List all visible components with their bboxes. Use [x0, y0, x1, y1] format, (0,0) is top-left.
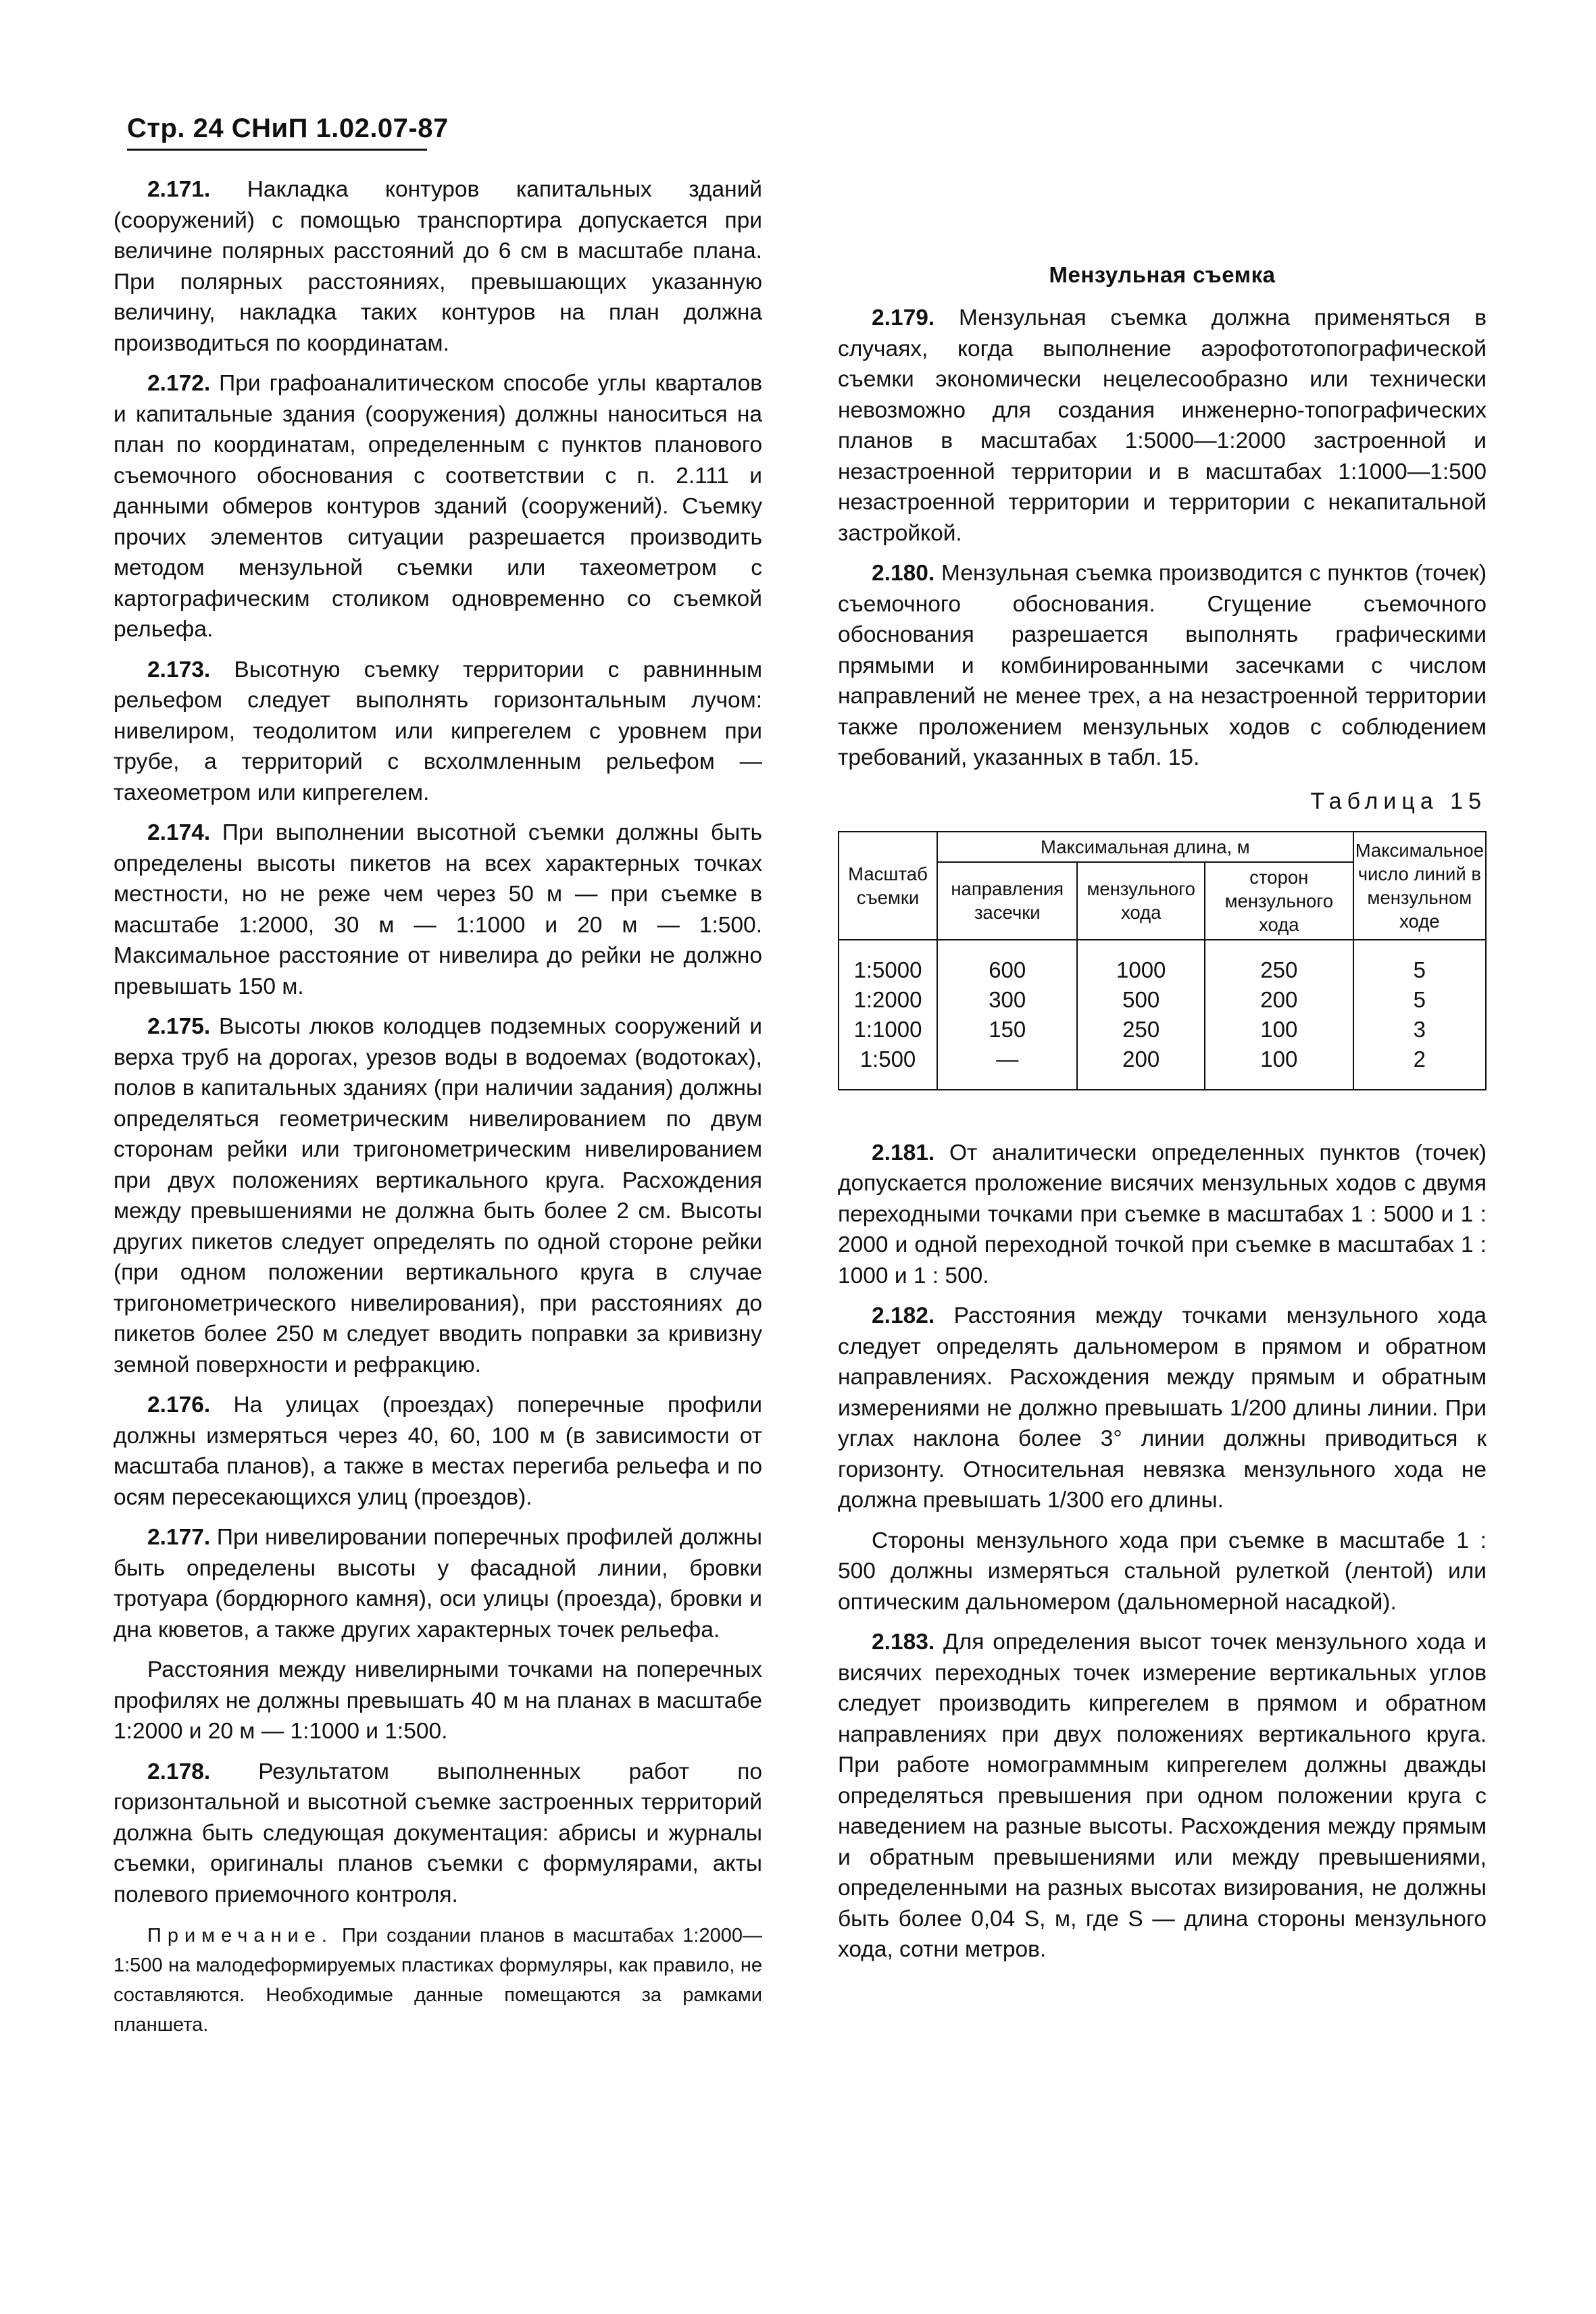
header-sub-1: направления засечки	[937, 862, 1077, 940]
paragraph-text: На улицах (проездах) поперечные профили должны измеряться через 40, 60, 100 м (в зависимости от масштаба планов), а также в местах перегиба рельефа и по осям пересекающихся улиц (проездов).	[114, 1392, 762, 1510]
cell: 1:5000	[839, 940, 937, 985]
paragraph-text: Мензульная съемка должна применяться в случаях, когда выполнение аэрофототопографической съемки экономически нецелесообразно или технически невозможно для создания инженерно-топографических планов в масштабах 1:5000—1:2000 застроенной и незастроенной территории и в масштабах 1:1000—1:500 незастроенной территории и территории с некапитальной застройкой.	[838, 305, 1487, 546]
note-label: Примечание.	[147, 1925, 333, 1946]
table-row	[839, 1045, 1486, 1090]
clause-number: 2.179.	[872, 305, 935, 330]
cell: 600	[937, 940, 1077, 985]
cell: 5	[1353, 985, 1486, 1015]
paragraph-2-171	[114, 174, 762, 359]
paragraph-text: Стороны мензульного хода при съемке в масштабе 1 : 500 должны измеряться стальной рулеткой (лентой) или оптическим дальномером (дальномерной насадкой).	[838, 1528, 1487, 1615]
cell: 500	[1077, 985, 1205, 1015]
clause-number: 2.175.	[147, 1014, 211, 1039]
clause-number: 2.182.	[872, 1303, 935, 1328]
paragraph-2-175	[114, 1011, 762, 1380]
cell: 300	[937, 985, 1077, 1015]
paragraph-2-179	[838, 303, 1487, 549]
paragraph-text: Высоты люков колодцев подземных сооружений и верха труб на дорогах, урезов воды в водоемах (водотоках), полов в капитальных зданиях (при наличии задания) должны определяться геометрическим нивелированием по двум сторонам рейки или тригонометрическим нивелированием при двух положениях вертикального круга. Расхождения между превышениями не должна быть более 2 см. Высоты других пикетов следует определять по одной стороне рейки (при одном положении вертикального круга в случае тригонометрического нивелирования), при расстояниях до пикетов более 250 м следует вводить поправки за кривизну земной поверхности и рефракцию.	[114, 1014, 762, 1378]
page-header: Стр. 24 СНиП 1.02.07-87	[127, 114, 449, 143]
header-scale: Масштаб съемки	[839, 832, 937, 940]
paragraph-2-178	[114, 1757, 762, 1911]
clause-number: 2.176.	[147, 1392, 211, 1417]
paragraph-2-177	[114, 1522, 762, 1645]
clause-number: 2.177.	[147, 1525, 211, 1550]
header-rule	[127, 149, 427, 151]
cell: —	[937, 1045, 1077, 1090]
paragraph-text: При графоаналитическом способе углы кварталов и капитальные здания (сооружения) должны наноситься на план по координатам, определенным с пунктов планового съемочного обоснования с соответствии с п. 2.111 и данными обмеров контуров зданий (сооружений). Съемку прочих элементов ситуации разрешается производить методом мензульной съемки или тахеометром с картографическим столиком одновременно со съемкой рельефа.	[114, 371, 762, 642]
after-table	[838, 1138, 1487, 1965]
clause-number: 2.183.	[872, 1630, 935, 1655]
paragraph-2-176	[114, 1390, 762, 1513]
cell: 2	[1353, 1045, 1486, 1090]
header-sub-3: сторон мензульного хода	[1205, 862, 1353, 940]
cell: 250	[1205, 940, 1353, 985]
cell: 3	[1353, 1015, 1486, 1045]
cell: 200	[1205, 985, 1353, 1015]
cell: 100	[1205, 1045, 1353, 1090]
left-column	[114, 174, 762, 2049]
paragraph-2-174	[114, 818, 762, 1002]
cell: 1:2000	[839, 985, 937, 1015]
paragraph-text: При нивелировании поперечных профилей должны быть определены высоты у фасадной линии, бровки тротуара (бордюрного камня), оси улицы (проезда), бровки и дна кюветов, а также других характерных точек рельефа.	[114, 1525, 762, 1642]
paragraph-text: При выполнении высотной съемки должны быть определены высоты пикетов на всех характерных точках местности, но не реже чем через 50 м — при съемке в масштабе 1:2000, 30 м — 1:1000 и 20 м — 1:500. Максимальное расстояние от нивелира до рейки не должно превышать 150 м.	[114, 820, 762, 999]
header-max-length: Максимальная длина, м	[937, 832, 1353, 862]
paragraph-text: Для определения высот точек мензульного хода и висячих переходных точек измерение вертикальных углов следует производить кипрегелем в прямом и обратном направлениях при двух положениях вертикального круга. При работе номограммным кипрегелем должны дважды определяться превышения при одном положении круга с наведением на разные высоты. Расхождения между прямым и обратным превышениями или между превышениями, определенными на разных высотах визирования, не должны быть более 0,04 S, м, где S — длина стороны мензульного хода, сотни метров.	[838, 1630, 1487, 1962]
paragraph-text: Мензульная съемка производится с пунктов (точек) съемочного обоснования. Сгущение съемочного обоснования разрешается выполнять графическими прямыми и комбинированными засечками с числом направлений не менее трех, а на незастроенной территории также проложением мензульных ходов с соблюдением требований, указанных в табл. 15.	[838, 561, 1487, 770]
section-title: Мензульная съемка	[1049, 262, 1276, 287]
cell: 200	[1077, 1045, 1205, 1090]
cell: 150	[937, 1015, 1077, 1045]
cell: 1:500	[839, 1045, 937, 1090]
paragraph-text: От аналитически определенных пунктов (точек) допускается проложение висячих мензульных ходов с двумя переходными точками при съемке в масштабах 1 : 5000 и 1 : 2000 и одной переходной точкой при съемке в масштабах 1 : 1000 и 1 : 500.	[838, 1140, 1487, 1288]
paragraph-2-182	[838, 1301, 1487, 1516]
paragraph-2-181	[838, 1138, 1487, 1292]
paragraph-2-173	[114, 655, 762, 809]
cell: 1000	[1077, 940, 1205, 985]
paragraph-2-177-cont	[114, 1655, 762, 1747]
paragraph-text: Расстояния между нивелирными точками на поперечных профилях не должны превышать 40 м на планах в масштабе 1:2000 и 20 м — 1:1000 и 1:500.	[114, 1657, 762, 1744]
clause-number: 2.172.	[147, 371, 211, 396]
clause-number: 2.178.	[147, 1759, 211, 1784]
right-column	[838, 174, 1487, 1975]
table-row	[839, 985, 1486, 1015]
paragraph-text: Накладка контуров капитальных зданий (сооружений) с помощью транспортира допускается при величине полярных расстояний до 6 см в масштабе плана. При полярных расстояниях, превышающих указанную величину, накладка таких контуров на план должна производиться по координатам.	[114, 177, 762, 356]
table-15	[838, 831, 1487, 1090]
table-row	[839, 1015, 1486, 1045]
cell: 100	[1205, 1015, 1353, 1045]
paragraph-2-183	[838, 1627, 1487, 1965]
clause-number: 2.181.	[872, 1140, 935, 1165]
clause-number: 2.174.	[147, 820, 211, 845]
table-row	[839, 940, 1486, 985]
note	[114, 1921, 762, 2040]
clause-number: 2.173.	[147, 657, 211, 682]
paragraph-2-182-cont	[838, 1526, 1487, 1618]
header-sub-2: мензульного хода	[1077, 862, 1205, 940]
header-max-lines: Максимальное число линий в мензульном ходе	[1353, 832, 1486, 940]
table-caption: Таблица 15	[1310, 788, 1487, 814]
paragraph-text: Высотную съемку территории с равнинным рельефом следует выполнять горизонтальным лучом: нивелиром, теодолитом или кипрегелем с уровнем при трубе, а территорий с всхолмленным рельефом — тахеометром или кипрегелем.	[114, 657, 762, 805]
cell: 250	[1077, 1015, 1205, 1045]
paragraph-text: Расстояния между точками мензульного хода следует определять дальномером в прямом и обратном направлениях. Расхождения между прямым и обратным измерениями не должно превышать 1/200 длины линии. При углах наклона более 3° линии должны приводиться к горизонту. Относительная невязка мензульного хода не должна превышать 1/300 его длины.	[838, 1303, 1487, 1513]
note-text: При создании планов в масштабах 1:2000—1:500 на малодеформируемых пластиках формуляры, как правило, не составляются. Необходимые данные помещаются за рамками планшета.	[114, 1925, 762, 2036]
cell: 1:1000	[839, 1015, 937, 1045]
paragraph-text: Результатом выполненных работ по горизонтальной и высотной съемке застроенных территорий должна быть следующая документация: абрисы и журналы съемки, оригиналы планов съемки с формулярами, акты полевого приемочного контроля.	[114, 1759, 762, 1907]
paragraph-2-172	[114, 368, 762, 645]
cell: 5	[1353, 940, 1486, 985]
paragraph-2-180	[838, 558, 1487, 774]
clause-number: 2.180.	[872, 561, 935, 586]
clause-number: 2.171.	[147, 177, 211, 202]
